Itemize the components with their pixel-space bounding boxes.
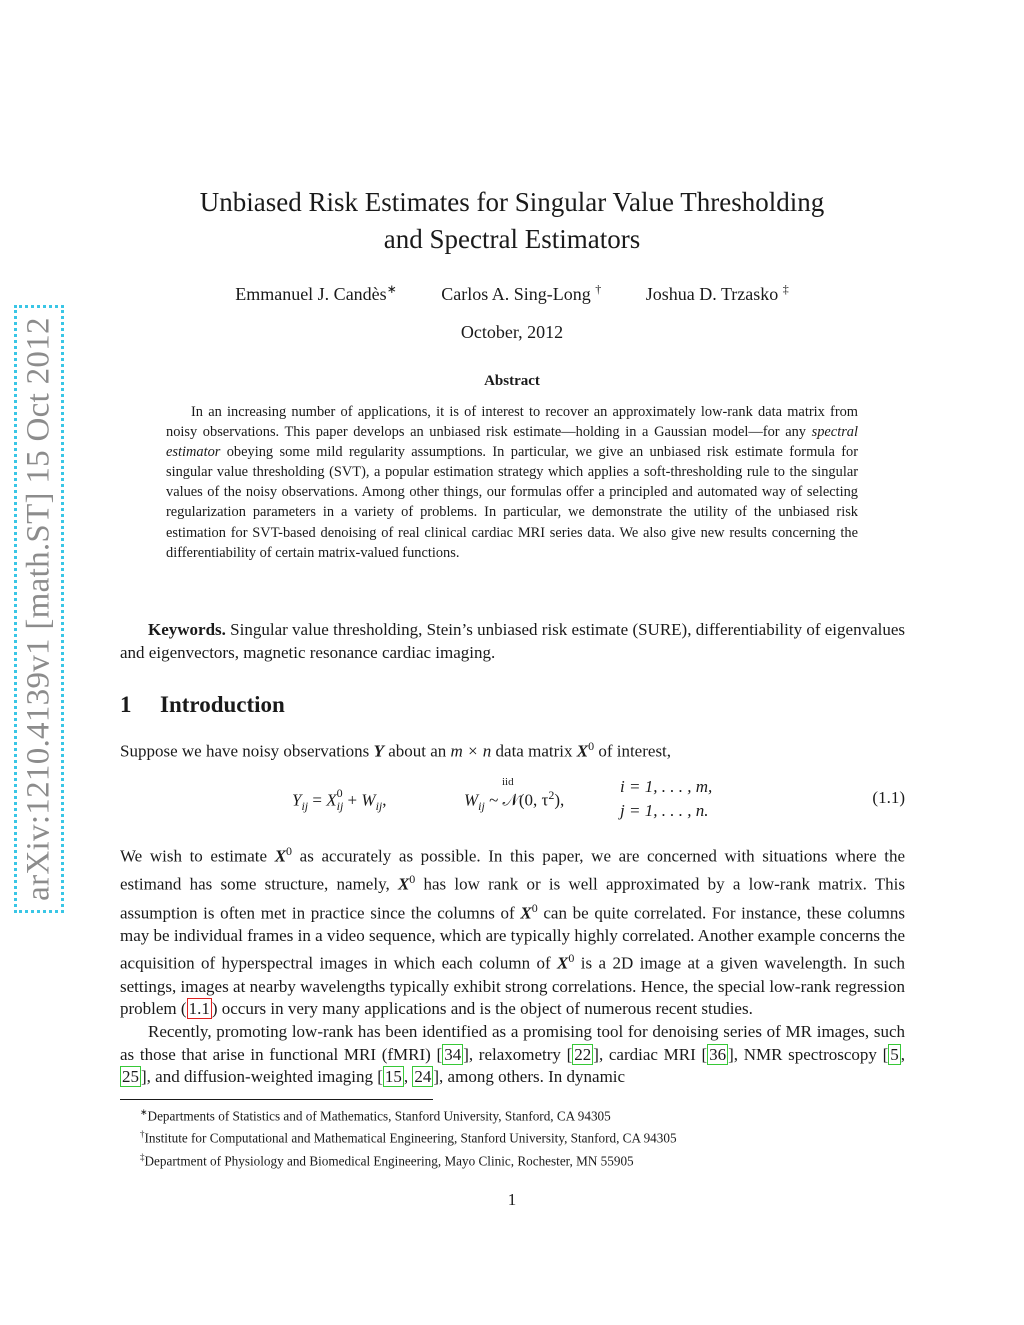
- abstract-text: In an increasing number of applications, it is of interest to recover an approximately low-rank data matrix from noisy observations. This paper develops an unbiased risk estimate—holding in a Gaussian model—for any spectral estimator obeying some mild regularity assumptions. In particular, we give an unbiased risk estimate formula for singular value thresholding (SVT), a popular estimation strategy which applies a soft-thresholding rule to the singular values of the noisy observations. Among other things, our formulas offer a principled and automated way of selecting regularization parameters in a variety of problems. In particular, we demonstrate the utility of the unbiased risk estimation for SVT-based denoising of real clinical cardiac MRI series data. We also give new results concerning the differentiability of certain matrix-valued functions.: [166, 404, 858, 561]
- equation-index-j: j = 1, . . . , n.: [620, 801, 709, 820]
- iid-label: iid: [502, 776, 514, 788]
- citation-link-25[interactable]: 25: [122, 1067, 139, 1087]
- author-2-mark: †: [595, 282, 602, 296]
- footnotes: [140, 1103, 677, 1170]
- section-title: Introduction: [160, 692, 285, 717]
- title-line-2: and Spectral Estimators: [383, 224, 641, 254]
- author-3: Joshua D. Trzasko ‡: [645, 282, 789, 304]
- intro-sentence: Suppose we have noisy observations Y about an m × n data matrix $X^0$ of interest,: [120, 739, 672, 761]
- abstract-emphasis: spectral estimator: [166, 424, 858, 461]
- abstract-heading: Abstract: [484, 373, 540, 389]
- paragraph-3: Recently, promoting low-rank has been identified as a promising tool for denoising series of MR images, such as those that arise in functional MRI (fMRI) [ 34 ], relaxometry [ 22 ], cardiac MRI [ 36 ], NMR spectroscopy [ 5 , 25 ], and diffusion-weighted imaging [ 15 , 24 ], among others. In dynamic: [120, 1022, 905, 1087]
- keywords-label: Keywords.: [148, 620, 226, 639]
- footnote-2: †Institute for Computational and Mathematical Engineering, Stanford University, Stanford, CA 94305: [140, 1129, 677, 1146]
- equation-model: $Y_{ij} = X^0_{ij} + W_{ij}$,: [292, 786, 387, 814]
- section-heading: [120, 692, 285, 718]
- keywords: Keywords. Singular value thresholding, Stein’s unbiased risk estimate (SURE), differentiability of eigenvalues and eigenvectors, magnetic resonance cardiac imaging.: [120, 620, 906, 662]
- author-2: Carlos A. Sing-Long †: [441, 282, 602, 304]
- author-1: Emmanuel J. Candès∗: [235, 282, 397, 304]
- equation-number: (1.1): [872, 788, 905, 807]
- footnote-1: ∗Departments of Statistics and of Mathematics, Stanford University, Stanford, CA 94305: [140, 1107, 611, 1124]
- equation-noise: $W_{ij}$ iid ~ 𝒩(0, $\tau^2$),: [464, 776, 565, 814]
- author-1-mark: ∗: [386, 282, 397, 296]
- citation-link-5[interactable]: 5: [890, 1044, 899, 1064]
- citation-link-36[interactable]: 36: [709, 1044, 727, 1064]
- equation-reference-link[interactable]: 1.1: [188, 999, 210, 1019]
- arxiv-identifier: arXiv:1210.4139v1 [math.ST] 15 Oct 2012: [20, 317, 57, 901]
- citation-link-22[interactable]: 22: [574, 1044, 592, 1064]
- equation-index-i: i = 1, . . . , m,: [620, 777, 713, 796]
- equation-1-1: [120, 778, 905, 826]
- paper-date: October, 2012: [460, 322, 564, 342]
- author-list: [150, 282, 874, 305]
- arxiv-stamp: [14, 305, 64, 913]
- section-number: 1: [120, 692, 132, 717]
- citation-link-34[interactable]: 34: [444, 1044, 462, 1064]
- page-number: 1: [507, 1190, 517, 1209]
- paragraph-2: We wish to estimate $X^0$ as accurately as possible. In this paper, we are concerned with situations where the estimand has some structure, namely, $X^0$ has low rank or is well approximated by a low-rank matrix. This assumption is often met in practice since the columns of $X^0$ can be quite correlated. For instance, these columns may be individual frames in a video sequence, which are typically highly correlated. Another example concerns the acquisition of hyperspectral images in which each column of $X^0$ is a 2D image at a given wavelength. In such settings, images at nearby wavelengths typically exhibit strong correlations. Hence, the special low-rank regression problem ( 1.1 ) occurs in very many applications and is the object of numerous recent studies.: [120, 844, 906, 1019]
- footnote-3: ‡Department of Physiology and Biomedical Engineering, Mayo Clinic, Rochester, MN 55905: [140, 1151, 634, 1169]
- title-line-1: Unbiased Risk Estimates for Singular Value Thresholding: [199, 187, 825, 217]
- paper-title: [150, 184, 874, 258]
- author-3-mark: ‡: [782, 282, 789, 296]
- footnote-rule: [120, 1099, 433, 1100]
- citation-link-15[interactable]: 15: [384, 1067, 402, 1087]
- citation-link-24[interactable]: 24: [414, 1067, 432, 1087]
